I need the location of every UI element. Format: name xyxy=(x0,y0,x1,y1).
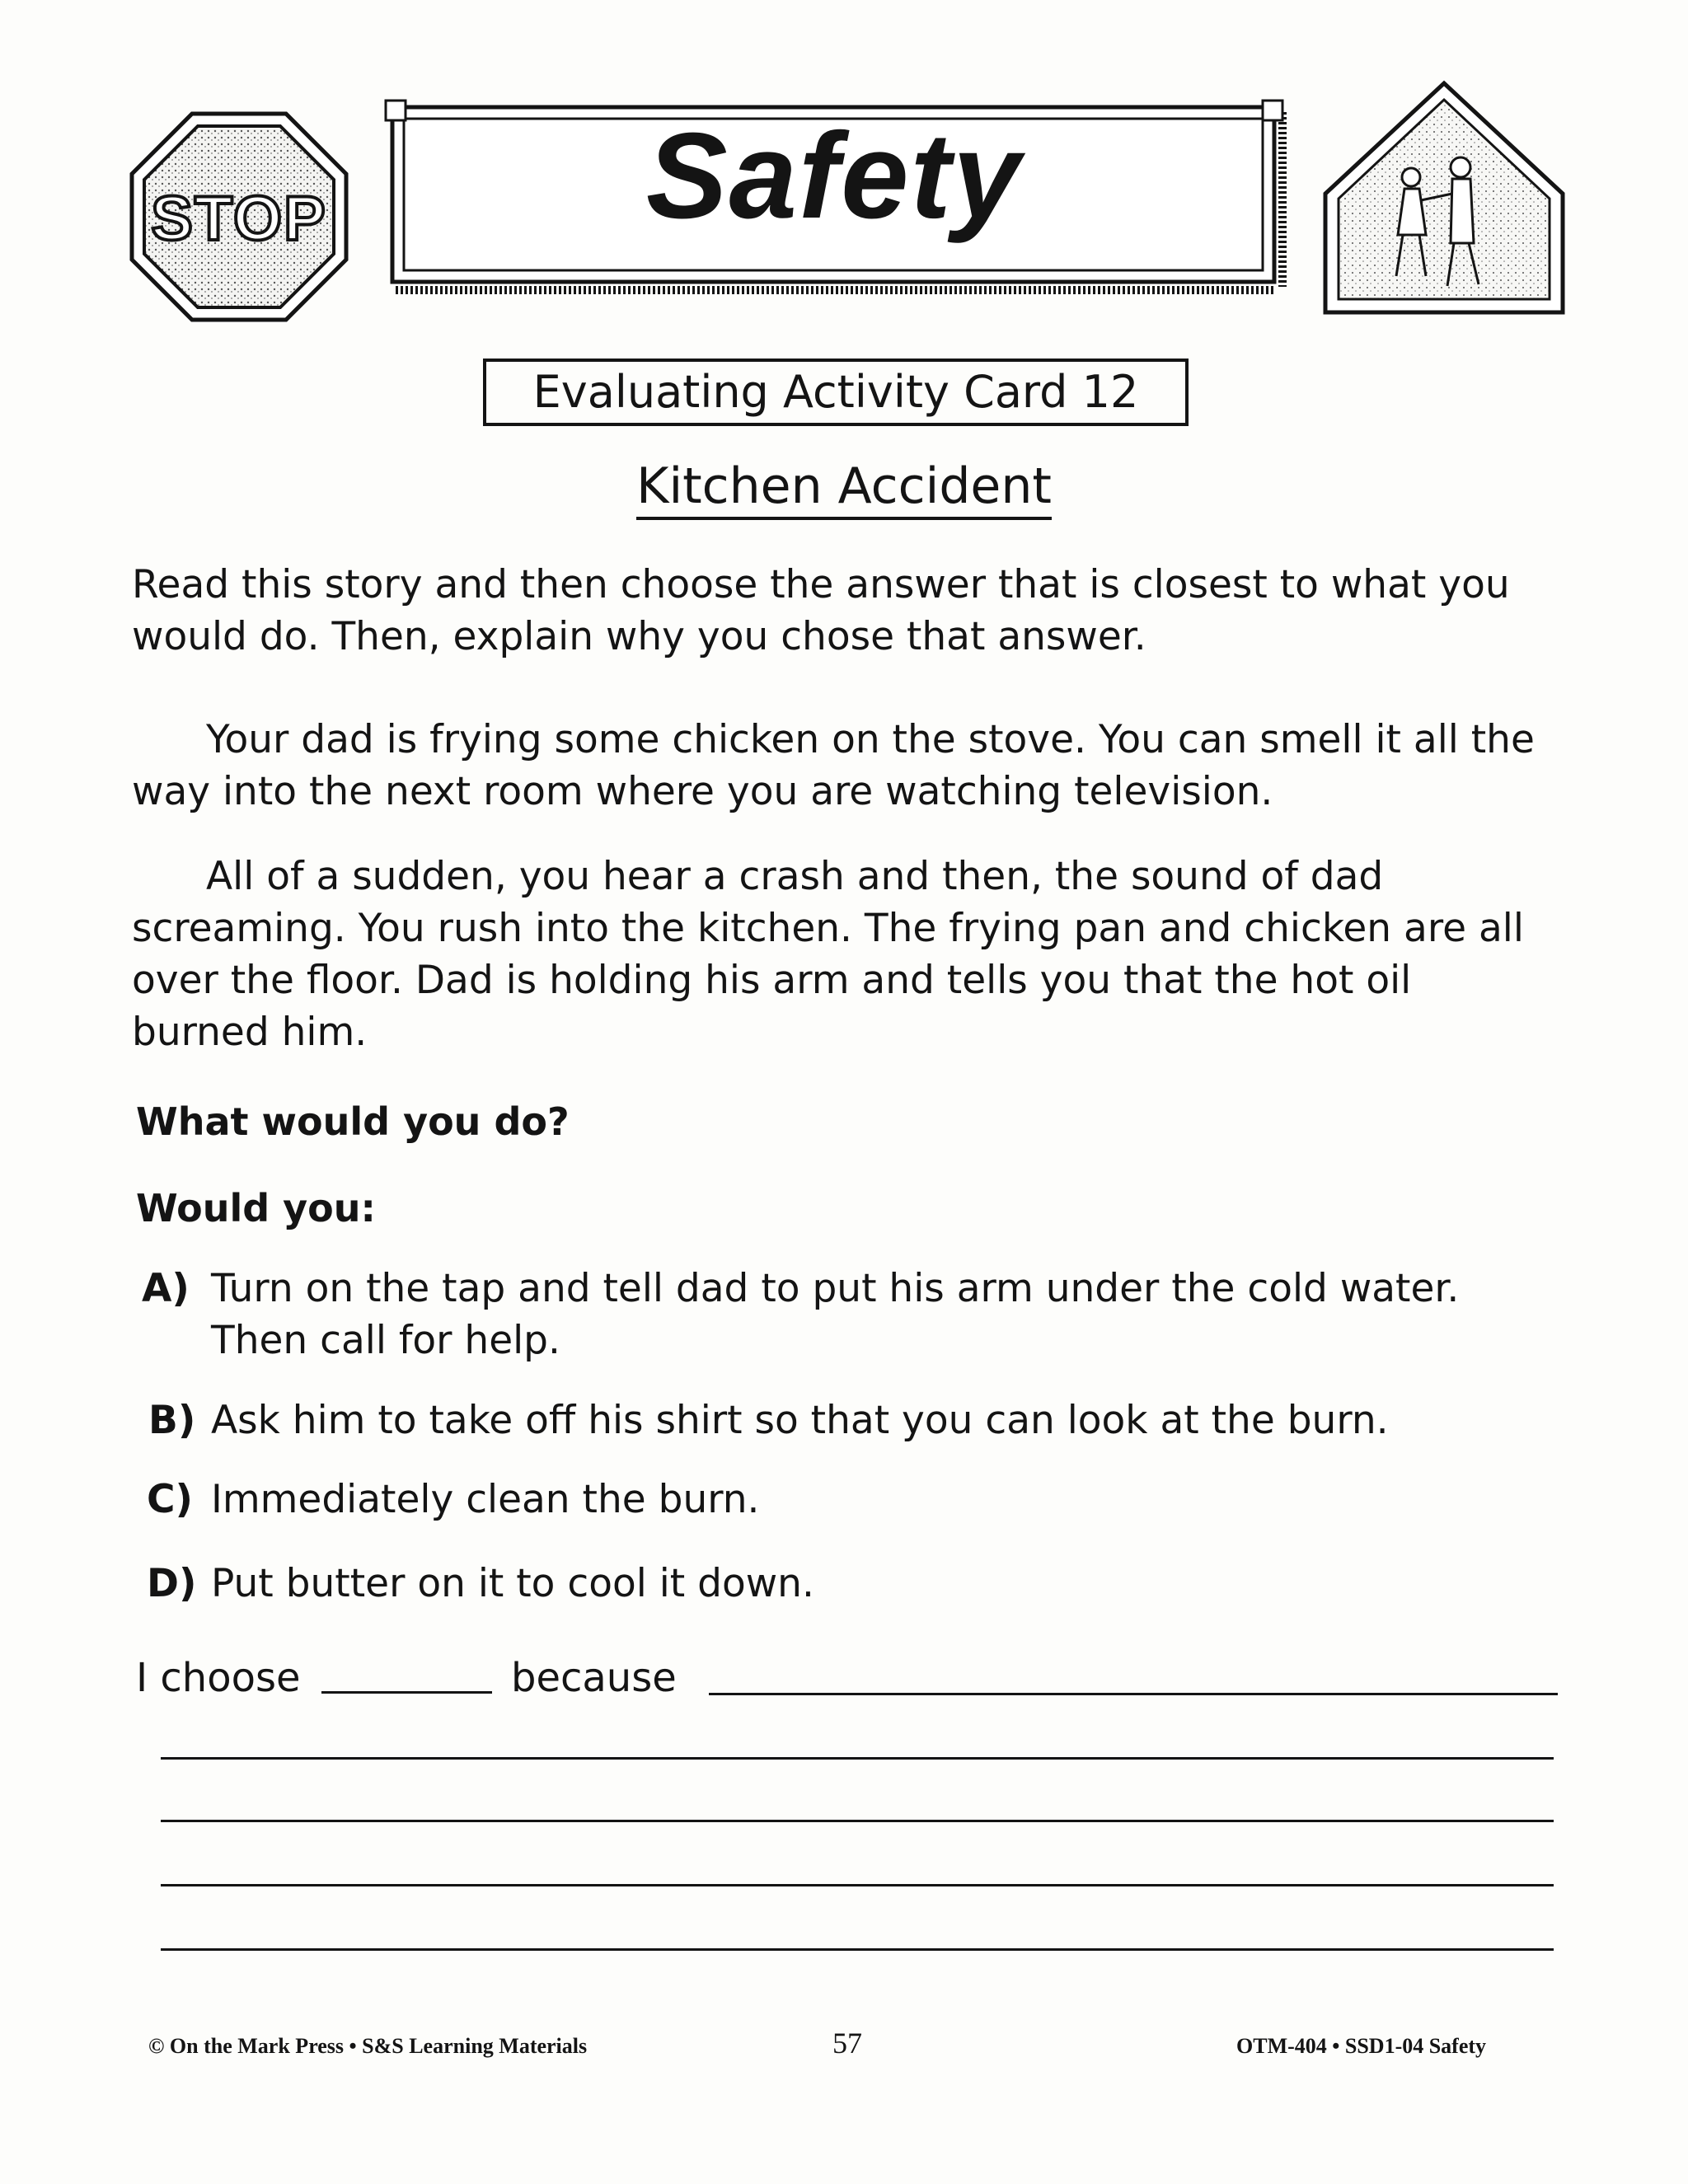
option-letter: C) xyxy=(147,1477,193,1522)
question-heading: What would you do? xyxy=(136,1099,570,1144)
page-number: 57 xyxy=(832,2027,862,2060)
option-b xyxy=(148,1394,1566,1446)
footer-copyright: © On the Mark Press • S&S Learning Materials xyxy=(148,2034,588,2058)
story-title-text: Kitchen Accident xyxy=(636,457,1052,520)
answer-row xyxy=(136,1655,1554,1704)
option-a xyxy=(142,1263,1559,1366)
option-text: Ask him to take off his shirt so that you can look at the burn. xyxy=(211,1398,1389,1443)
story-title xyxy=(0,457,1688,515)
option-letter: A) xyxy=(142,1266,190,1311)
page-title: Safety xyxy=(645,108,1023,244)
option-text: Immediately clean the burn. xyxy=(211,1477,760,1522)
reason-blank-line[interactable] xyxy=(709,1693,1558,1695)
writing-line[interactable] xyxy=(161,1757,1554,1760)
activity-card-label: Evaluating Activity Card 12 xyxy=(483,359,1189,426)
pedestrian-crossing-icon xyxy=(1320,78,1568,317)
option-letter: D) xyxy=(147,1561,197,1606)
option-c xyxy=(147,1474,1564,1526)
writing-line[interactable] xyxy=(161,1820,1554,1822)
svg-text:STOP: STOP xyxy=(151,184,327,254)
option-letter: B) xyxy=(148,1398,196,1443)
choose-label: I choose xyxy=(136,1655,301,1701)
because-label: because xyxy=(511,1655,677,1701)
option-text: Turn on the tap and tell dad to put his arm under the cold water. Then call for help. xyxy=(211,1266,1460,1363)
story-paragraph: Your dad is frying some chicken on the stove. You can smell it all the way into the next room where you are watching television. xyxy=(132,717,1535,814)
option-text: Put butter on it to cool it down. xyxy=(211,1561,814,1606)
writing-line[interactable] xyxy=(161,1884,1554,1886)
story-paragraph: All of a sudden, you hear a crash and then, the sound of dad screaming. You rush into the kitchen. The frying pan and chicken are all over the floor. Dad is holding his arm and tells you that the hot oil burned him. xyxy=(132,854,1524,1055)
choice-blank-line[interactable] xyxy=(321,1691,492,1694)
option-d xyxy=(147,1558,1564,1610)
writing-line[interactable] xyxy=(161,1948,1554,1951)
instructions-paragraph: Read this story and then choose the answer that is closest to what you would do. Then, explain why you chose that answer. xyxy=(132,562,1510,659)
footer-product-code: OTM-404 • SSD1-04 Safety xyxy=(1236,2034,1487,2058)
options-heading: Would you: xyxy=(136,1186,376,1230)
stop-sign-icon xyxy=(128,110,350,324)
